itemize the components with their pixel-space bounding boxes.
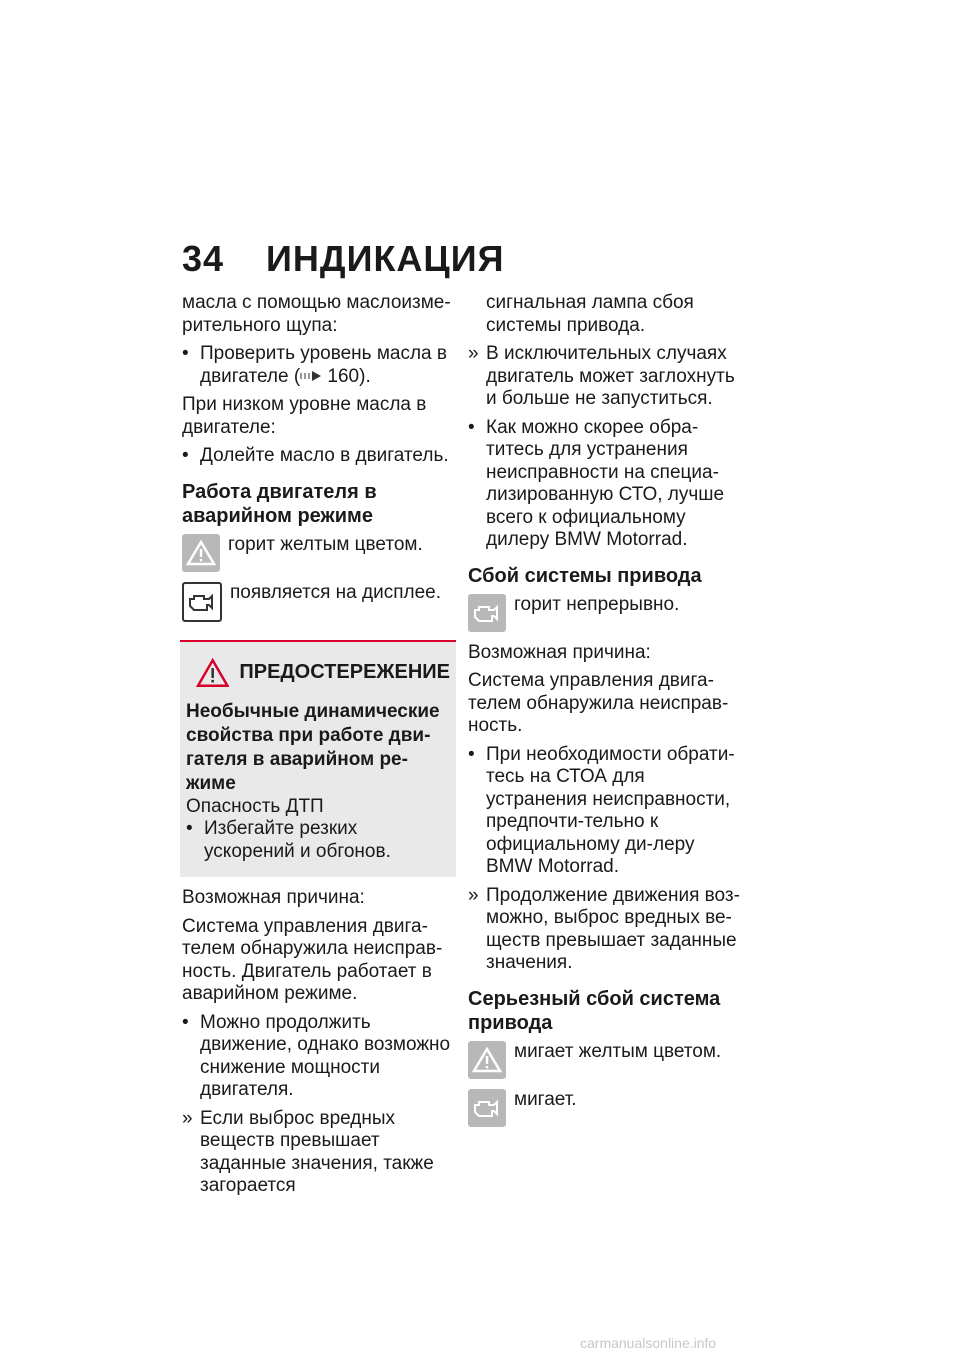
engine-icon — [182, 582, 222, 622]
result-mark: » — [468, 884, 479, 906]
icon-row-text: появляется на дисплее. — [230, 581, 441, 603]
warning-box — [180, 640, 456, 878]
warning-heading: Необычные динамические свойства при работе дви-гателя в аварийном ре-жиме — [186, 700, 440, 794]
icon-row-text: горит желтым цветом. — [228, 533, 423, 555]
intro-ref: 160). — [327, 365, 371, 387]
icon-row-warning — [182, 534, 454, 574]
icon-row-text: мигает желтым цветом. — [514, 1040, 722, 1062]
icon-row-engine — [182, 582, 454, 622]
icon-row-text: горит непрерывно. — [514, 593, 680, 615]
icon-row-warning — [468, 1041, 740, 1081]
result-item — [468, 343, 740, 411]
left-column — [182, 292, 454, 1198]
warning-triangle-icon — [468, 1041, 506, 1079]
low-oil-text: При низком уровне масла в двигателе: — [182, 394, 427, 438]
warning-title — [196, 658, 450, 688]
icon-row-engine-gray — [468, 594, 740, 634]
continued-text: сигнальная лампа сбоя системы привода. — [486, 292, 694, 336]
bullet-mark: • — [468, 416, 475, 438]
warning-red-icon — [196, 658, 229, 688]
service-bullet — [468, 744, 740, 879]
warning-title-text: ПРЕДОСТЕРЕЖЕНИЕ — [239, 661, 450, 684]
add-oil-bullet — [182, 445, 454, 468]
dealer-bullet — [468, 417, 740, 552]
service-bullet-text: При необходимости обрати-тесь на СТОА для устранения неисправности, предпочти-тельно к официальному ди-леру BMW Motorrad. — [486, 743, 735, 877]
continue-bullet — [182, 1012, 454, 1102]
result-item — [468, 885, 740, 975]
icon-row-engine-gray — [468, 1089, 740, 1129]
cause-label: Возможная причина: — [468, 641, 651, 663]
intro-text: масла с помощью маслоизме-рительного щупа: — [182, 292, 451, 336]
result-text: Если выброс вредных веществ превышает заданные значения, также загорается — [200, 1107, 434, 1196]
bullet-mark: • — [182, 1011, 189, 1033]
section-title-serious-fault: Серьезный сбой система привода — [468, 987, 721, 1034]
cause-text: Система управления двига-телем обнаружила неисправ-ность. — [468, 670, 729, 736]
warning-triangle-icon — [182, 534, 220, 572]
add-oil-text: Долейте масло в двигатель. — [200, 445, 449, 466]
bullet-mark: • — [186, 818, 193, 839]
intro-bullet-text: Проверить уровень масла в двигателе ( — [200, 343, 447, 387]
section-title-drive-fault: Сбой системы привода — [468, 564, 702, 587]
intro-bullet — [182, 343, 454, 388]
page-header — [182, 238, 504, 280]
engine-icon — [468, 1089, 506, 1127]
engine-icon — [468, 594, 506, 632]
continue-bullet-text: Можно продолжить движение, однако возможно снижение мощности двигателя. — [200, 1011, 451, 1100]
result-mark: » — [468, 343, 479, 364]
icon-row-text: мигает. — [514, 1088, 577, 1110]
result-mark: » — [182, 1107, 193, 1129]
warning-danger: Опасность ДТП — [186, 795, 324, 817]
cause-label: Возможная причина: — [182, 887, 365, 908]
bullet-mark: • — [182, 445, 189, 466]
right-column — [468, 292, 740, 1137]
continued-result — [468, 292, 740, 337]
watermark: carmanualsonline.info — [580, 1335, 717, 1351]
bullet-mark: • — [182, 343, 189, 364]
page-title: ИНДИКАЦИЯ — [266, 238, 505, 279]
section-title-emergency: Работа двигателя в аварийном режиме — [182, 480, 377, 527]
dealer-bullet-text: Как можно скорее обра-титесь для устранения неисправности на специа-лизированную СТО, лучше всего к официальному дилеру BMW Motorrad. — [486, 416, 725, 550]
warning-bullet — [186, 818, 450, 863]
warning-bullet-text: Избегайте резких ускорений и обгонов. — [204, 818, 391, 862]
result-text: В исключительных случаях двигатель может заглохнуть и больше не запуститься. — [486, 343, 735, 409]
page-number: 34 — [182, 238, 225, 279]
arrow-ref-icon — [300, 370, 322, 382]
result-text: Продолжение движения воз-можно, выброс вредных ве-ществ превышает заданные значения. — [486, 884, 740, 973]
cause-text: Система управления двига-телем обнаружила неисправ-ность. Двигатель работает в аварийном режиме. — [182, 915, 443, 1004]
result-item — [182, 1108, 454, 1198]
bullet-mark: • — [468, 743, 475, 765]
